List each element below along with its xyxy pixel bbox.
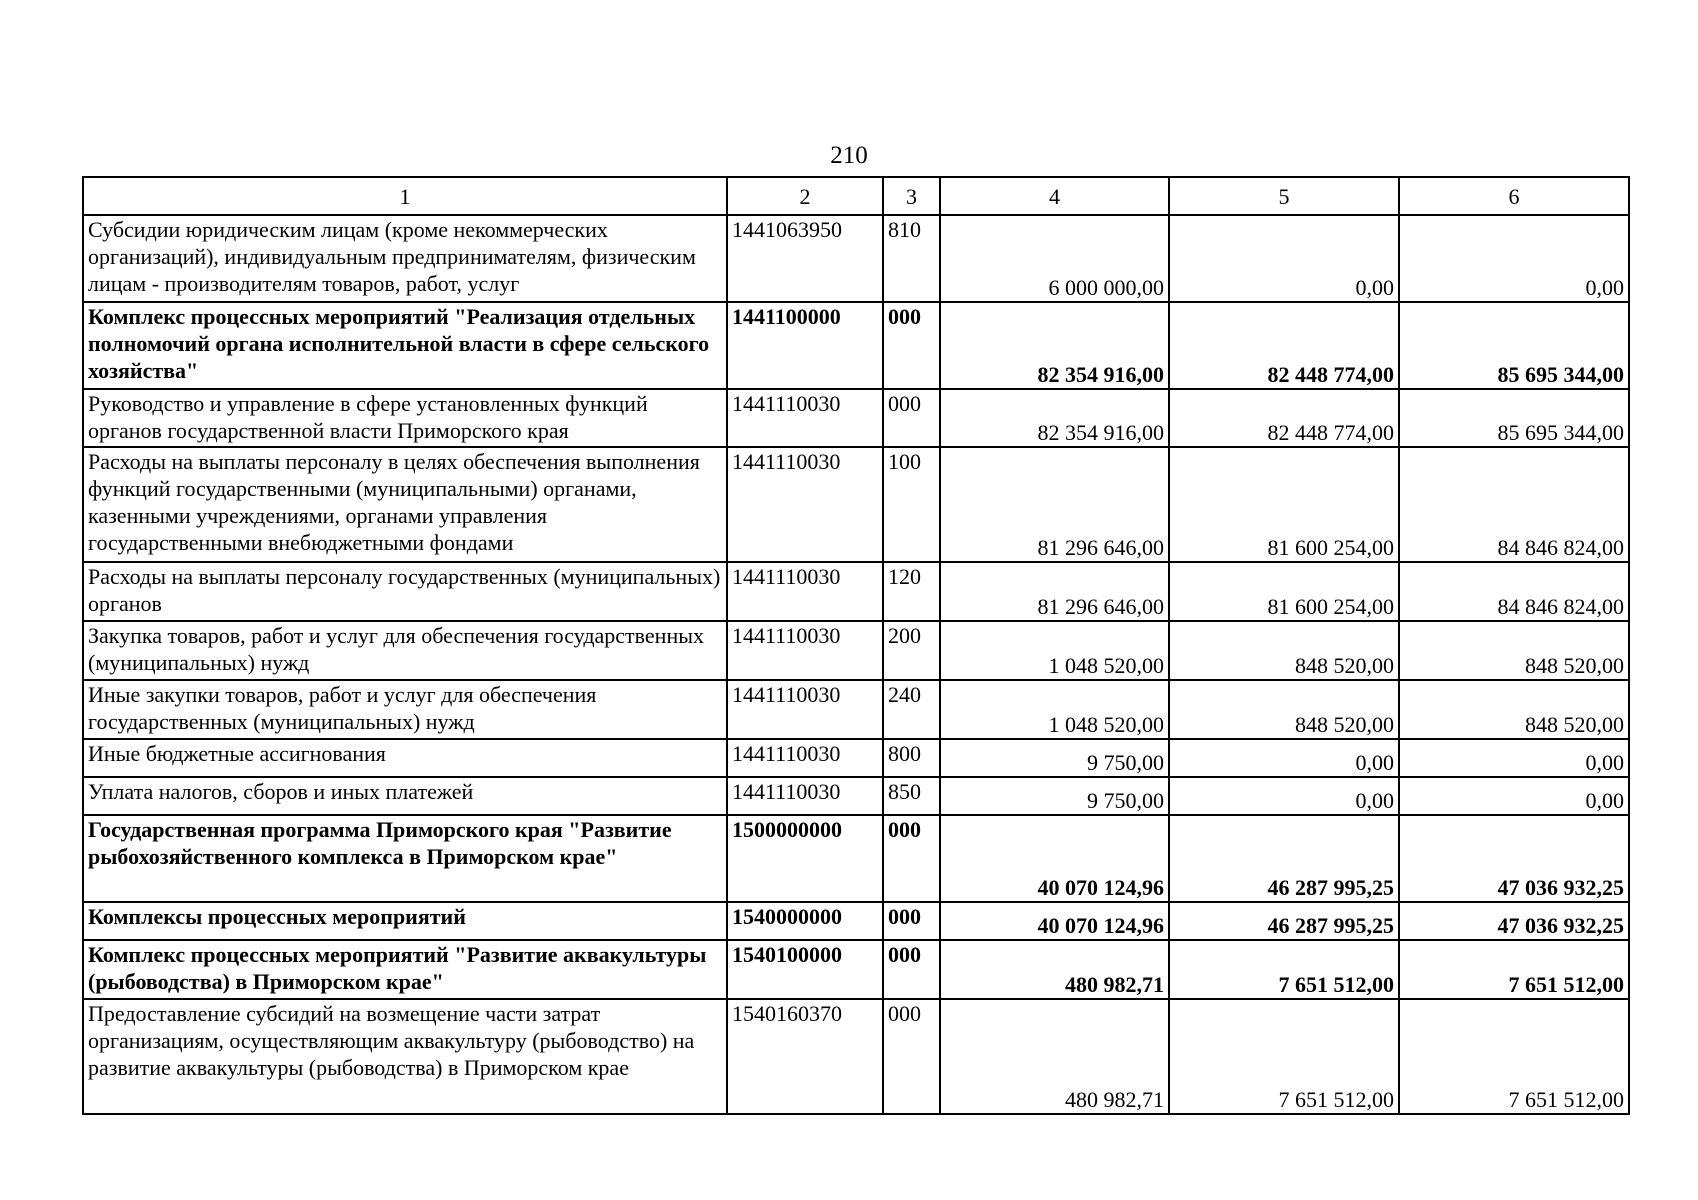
row-kvr: 100 (883, 447, 940, 562)
row-value-4: 1 048 520,00 (940, 621, 1169, 680)
row-value-5: 0,00 (1169, 777, 1399, 815)
row-value-6: 47 036 932,25 (1399, 815, 1629, 902)
row-value-4: 81 296 646,00 (940, 562, 1169, 621)
row-value-4: 40 070 124,96 (940, 902, 1169, 940)
row-value-6: 0,00 (1399, 739, 1629, 777)
row-value-5: 82 448 774,00 (1169, 302, 1399, 389)
row-code: 1441110030 (727, 777, 883, 815)
row-value-6: 0,00 (1399, 215, 1629, 302)
row-kvr: 000 (883, 302, 940, 389)
column-header-4: 4 (940, 177, 1169, 215)
row-value-4: 82 354 916,00 (940, 302, 1169, 389)
row-value-5: 46 287 995,25 (1169, 902, 1399, 940)
row-name: Комплекс процессных мероприятий "Реализация отдельных полномочий органа исполнительной власти в сфере сельского хозяйства" (83, 302, 727, 389)
table-row (83, 777, 1629, 815)
row-value-4: 9 750,00 (940, 777, 1169, 815)
row-name: Иные закупки товаров, работ и услуг для обеспечения государственных (муниципальных) нужд (83, 680, 727, 739)
row-name: Уплата налогов, сборов и иных платежей (83, 777, 727, 815)
row-code: 1540000000 (727, 902, 883, 940)
row-name: Предоставление субсидий на возмещение части затрат организациям, осуществляющим аквакультуру (рыбоводство) на развитие аквакультуры (рыбоводства) в Приморском крае (83, 999, 727, 1114)
row-kvr: 000 (883, 389, 940, 447)
row-value-6: 7 651 512,00 (1399, 999, 1629, 1114)
row-value-6: 848 520,00 (1399, 621, 1629, 680)
row-value-6: 47 036 932,25 (1399, 902, 1629, 940)
row-value-5: 0,00 (1169, 215, 1399, 302)
row-value-5: 0,00 (1169, 739, 1399, 777)
column-header-2: 2 (727, 177, 883, 215)
row-code: 1441110030 (727, 621, 883, 680)
row-name: Расходы на выплаты персоналу в целях обеспечения выполнения функций государственными (муниципальными) органами, казенными учреждениями, органами управления государственными внебюджетными фондами (83, 447, 727, 562)
row-value-6: 85 695 344,00 (1399, 302, 1629, 389)
row-value-5: 7 651 512,00 (1169, 999, 1399, 1114)
row-value-4: 6 000 000,00 (940, 215, 1169, 302)
row-code: 1441110030 (727, 739, 883, 777)
table-row (83, 562, 1629, 621)
row-name: Руководство и управление в сфере установленных функций органов государственной власти Приморского края (83, 389, 727, 447)
table-row (83, 302, 1629, 389)
row-kvr: 000 (883, 940, 940, 999)
table-row (83, 739, 1629, 777)
row-value-4: 81 296 646,00 (940, 447, 1169, 562)
row-kvr: 000 (883, 999, 940, 1114)
row-name: Субсидии юридическим лицам (кроме некоммерческих организаций), индивидуальным предпринимателям, физическим лицам - производителям товаров, работ, услуг (83, 215, 727, 302)
table-row (83, 999, 1629, 1114)
column-header-3: 3 (883, 177, 940, 215)
row-name: Расходы на выплаты персоналу государственных (муниципальных) органов (83, 562, 727, 621)
row-value-6: 84 846 824,00 (1399, 447, 1629, 562)
row-value-4: 480 982,71 (940, 940, 1169, 999)
row-value-4: 82 354 916,00 (940, 389, 1169, 447)
row-kvr: 200 (883, 621, 940, 680)
table-row (83, 902, 1629, 940)
row-code: 1441110030 (727, 562, 883, 621)
row-value-5: 46 287 995,25 (1169, 815, 1399, 902)
row-code: 1441100000 (727, 302, 883, 389)
row-code: 1441110030 (727, 680, 883, 739)
table-row (83, 215, 1629, 302)
row-kvr: 800 (883, 739, 940, 777)
budget-table (82, 176, 1630, 1115)
row-code: 1540100000 (727, 940, 883, 999)
row-name: Иные бюджетные ассигнования (83, 739, 727, 777)
row-code: 1441063950 (727, 215, 883, 302)
row-kvr: 810 (883, 215, 940, 302)
table-row (83, 815, 1629, 902)
column-header-5: 5 (1169, 177, 1399, 215)
row-code: 1441110030 (727, 447, 883, 562)
row-kvr: 000 (883, 902, 940, 940)
row-value-5: 848 520,00 (1169, 680, 1399, 739)
row-kvr: 000 (883, 815, 940, 902)
row-value-5: 848 520,00 (1169, 621, 1399, 680)
row-value-4: 1 048 520,00 (940, 680, 1169, 739)
row-name: Комплексы процессных мероприятий (83, 902, 727, 940)
row-value-6: 0,00 (1399, 777, 1629, 815)
row-name: Комплекс процессных мероприятий "Развитие аквакультуры (рыбоводства) в Приморском крае" (83, 940, 727, 999)
row-value-6: 84 846 824,00 (1399, 562, 1629, 621)
row-kvr: 120 (883, 562, 940, 621)
row-value-4: 9 750,00 (940, 739, 1169, 777)
row-value-6: 85 695 344,00 (1399, 389, 1629, 447)
row-code: 1441110030 (727, 389, 883, 447)
row-code: 1540160370 (727, 999, 883, 1114)
row-value-4: 40 070 124,96 (940, 815, 1169, 902)
row-value-5: 81 600 254,00 (1169, 447, 1399, 562)
row-name: Закупка товаров, работ и услуг для обеспечения государственных (муниципальных) нужд (83, 621, 727, 680)
column-header-1: 1 (83, 177, 727, 215)
row-value-5: 82 448 774,00 (1169, 389, 1399, 447)
table-row (83, 680, 1629, 739)
row-value-5: 7 651 512,00 (1169, 940, 1399, 999)
row-code: 1500000000 (727, 815, 883, 902)
row-value-4: 480 982,71 (940, 999, 1169, 1114)
table-row (83, 389, 1629, 447)
row-name: Государственная программа Приморского края "Развитие рыбохозяйственного комплекса в Приморском крае" (83, 815, 727, 902)
table-row (83, 940, 1629, 999)
row-value-5: 81 600 254,00 (1169, 562, 1399, 621)
table-header-row (83, 177, 1629, 215)
page-number: 210 (830, 142, 868, 169)
row-kvr: 850 (883, 777, 940, 815)
row-kvr: 240 (883, 680, 940, 739)
table-row (83, 621, 1629, 680)
row-value-6: 7 651 512,00 (1399, 940, 1629, 999)
row-value-6: 848 520,00 (1399, 680, 1629, 739)
table-row (83, 447, 1629, 562)
column-header-6: 6 (1399, 177, 1629, 215)
